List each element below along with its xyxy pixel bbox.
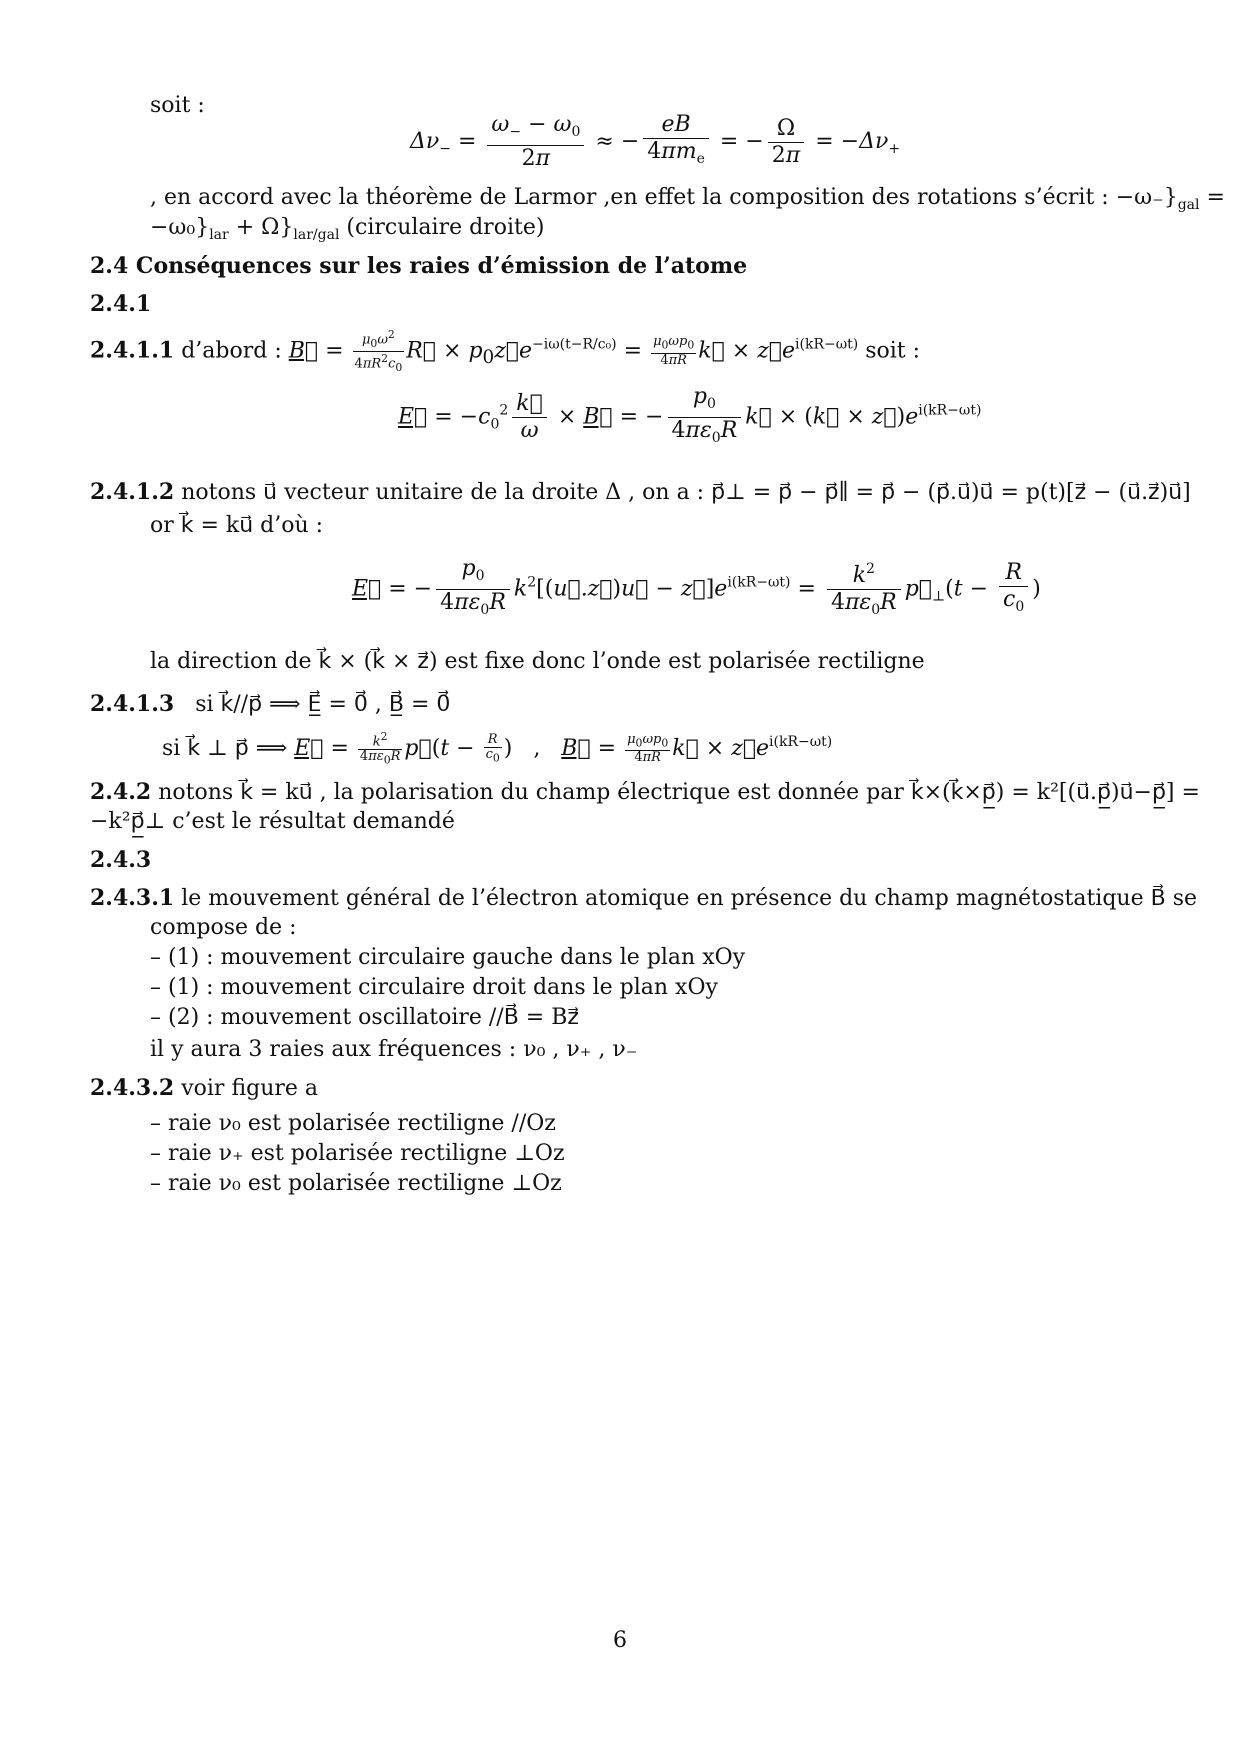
si-k-perp-line: si k⃗ ⊥ p⃗ ⟹ E⃗ = $\frac{k^2}{4\pi\varepsilon_0R}$ p⃗(t − $\frac{R}{c_0}$ ) , B⃗ = $\frac{\mu_0\omega p_0}{4\pi R}$ k⃗ × $z⃗e^{i(kR-\omega t)}$ [162,730,833,767]
section-2-4-3-1-line [90,884,1197,913]
omega-term: + Ω} [228,215,294,240]
sub-lar-gal: lar/gal [293,227,340,243]
sub-lar: lar [209,227,229,243]
si-k-perp-text: si k⃗ ⊥ p⃗ ⟹ [162,736,288,761]
list-item: – (2) : mouvement oscillatoire //B⃗ = Bz⃗ [150,1005,579,1030]
equation-larmor-shift: $\Delta\nu_-$ = $\frac{\omega_- - \omega_0}{2\pi}$ ≈ − $\frac{eB}{4\pi m_e}$ = − $\frac{\Omega}{2\pi}$ = $-\Delta\nu_+$ [410,112,901,171]
section-2-4-1-3-text: si k⃗//p⃗ ⟹ E̲⃗ = 0⃗ , B̲⃗ = 0⃗ [195,692,451,717]
omega0-term: −ω₀} [150,215,210,240]
section-2-4-1-2-text: notons u⃗ vecteur unitaire de la droite Δ , on a : p⃗⊥ = p⃗ − p⃗∥ = p⃗ − (p⃗.u⃗)u⃗ = p(t)[z⃗ − (u⃗.z⃗)u⃗] [181,480,1191,505]
section-2-4-2-number: 2.4.2 [90,779,152,805]
circulaire-droite: (circulaire droite) [339,215,545,240]
section-2-4-3-heading: 2.4.3 [90,847,152,873]
section-2-4-heading: 2.4 Conséquences sur les raies d’émission de l’atome [90,253,748,279]
list-item: – (1) : mouvement circulaire droit dans le plan xOy [150,975,718,1000]
list-item: – (1) : mouvement circulaire gauche dans le plan xOy [150,945,746,970]
section-2-4-3-1-number: 2.4.3.1 [90,885,175,911]
section-2-4-1-3-number: 2.4.1.3 [90,691,175,717]
list-item: – raie ν₀ est polarisée rectiligne //Oz [150,1111,556,1136]
section-2-4-1-1-number: 2.4.1.1 [90,337,175,364]
section-2-4-3-2-line [90,1074,318,1103]
section-2-4-3-2-text: voir figure a [181,1076,319,1101]
compose-de-label: compose de : [150,915,297,940]
equation-e-field-2: E⃗ = − $\frac{p_0}{4\pi\varepsilon_0R}$ $k^2[(u⃗.z⃗)u⃗$ − $z⃗]e^{i(kR-\omega t)}$ = $\frac{k^2}{4\pi\varepsilon_0R}$ $p⃗_\perp(t$ − $\frac{R}{c_0}$ ) [352,556,1041,618]
section-2-4-2-text: notons k⃗ = ku⃗ , la polarisation du champ électrique est donnée par k⃗×(k⃗×p̲⃗) = k²[(u⃗.p̲⃗)u⃗−p̲⃗] = [158,780,1200,805]
section-2-4-1-1-line: 2.4.1.1 d’abord : B⃗ = $\frac{\mu_0\omega^2}{4\pi R^2c_0}$ R⃗ × $p_0z⃗e^{-i\omega(t-R/c_0)}$ = $\frac{\mu_0\omega p_0}{4\pi R}$ k⃗ × $z⃗e^{i(kR-\omega t)}$ soit : [90,328,921,374]
section-2-4-1-2-line [90,478,1191,507]
page-number: 6 [613,1628,627,1653]
larmor-composition-line-2 [150,214,544,249]
list-item: – raie ν₊ est polarisée rectiligne ⊥Oz [150,1141,565,1166]
list-item: – raie ν₀ est polarisée rectiligne ⊥Oz [150,1171,562,1196]
section-2-4-1-2-number: 2.4.1.2 [90,479,175,505]
section-2-4-1-1-text: d’abord : [181,338,282,364]
larmor-composition-text: , en accord avec la théorème de Larmor ,en effet la composition des rotations s’écrit : −ω₋} [150,185,1178,210]
section-2-4-2-line [90,778,1200,807]
section-2-4-1-1-soit: soit : [865,338,921,364]
sub-gal: gal [1177,197,1200,213]
direction-line: la direction de k⃗ × (k⃗ × z⃗) est fixe donc l’onde est polarisée rectiligne [150,649,925,674]
section-2-4-1-3-line [90,690,450,719]
soit-label: soit : [150,93,205,118]
equation-e-field-1: E⃗ = $-c_0^2$ $\frac{k⃗}{\omega}$ × B⃗ = − $\frac{p_0}{4\pi\varepsilon_0R}$ k⃗ × (k⃗ × $z⃗)e^{i(kR-\omega t)}$ [398,384,982,446]
or-k-line: or k⃗ = ku⃗ d’où : [150,513,324,538]
eq-end: = [1199,185,1225,210]
section-2-4-3-1-text: le mouvement général de l’électron atomique en présence du champ magnétostatique B⃗ se [181,886,1197,911]
section-2-4-1-heading: 2.4.1 [90,291,152,317]
section-2-4-2-result: −k²p̲⃗⊥ c’est le résultat demandé [90,809,455,834]
raies-frequencies: il y aura 3 raies aux fréquences : ν₀ , ν₊ , ν₋ [150,1037,638,1062]
section-2-4-3-2-number: 2.4.3.2 [90,1075,175,1101]
